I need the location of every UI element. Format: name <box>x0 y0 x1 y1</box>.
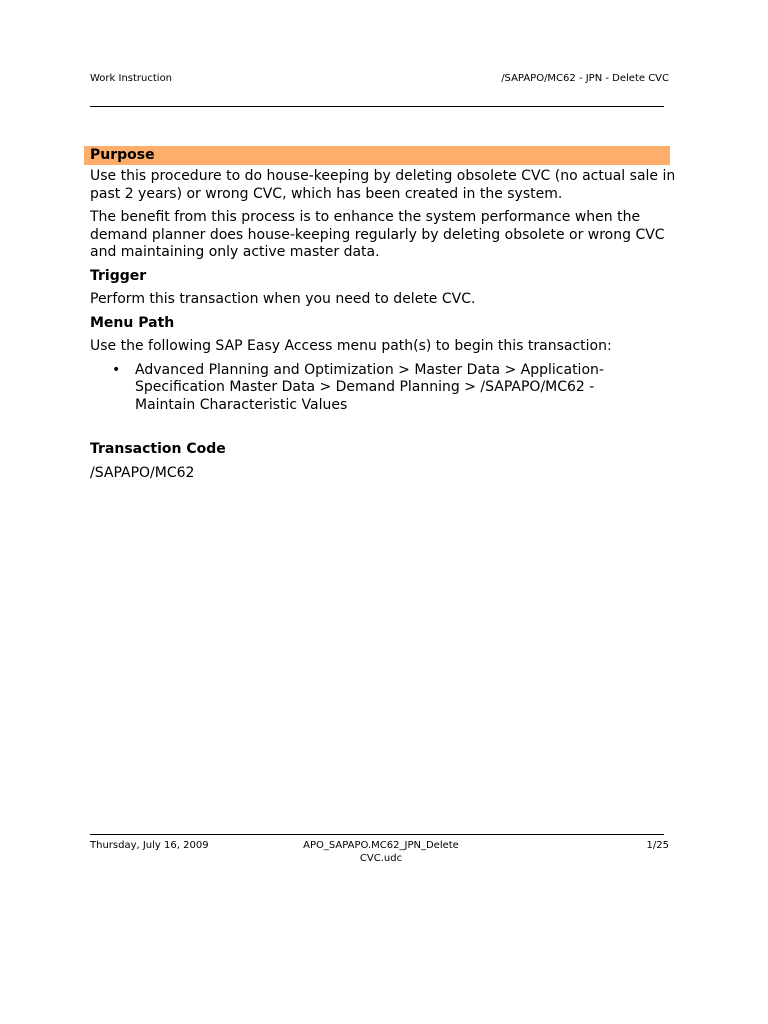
menu-path-heading: Menu Path <box>90 314 175 331</box>
footer-filename <box>290 839 472 865</box>
trigger-text: Perform this transaction when you need to delete CVC. <box>90 291 476 307</box>
footer-page-number: 1/25 <box>646 840 669 851</box>
purpose-heading: Purpose <box>90 147 155 163</box>
menu-path-intro: Use the following SAP Easy Access menu path(s) to begin this transaction: <box>90 338 612 354</box>
menu-path-item <box>90 362 630 415</box>
footer-filename-line-1: APO_SAPAPO.MC62_JPN_Delete <box>303 840 459 851</box>
document-body <box>90 168 676 488</box>
menu-path-item-text: Advanced Planning and Optimization > Master Data > Application-Specification Master Data > Demand Planning > /SAPAPO/MC62 - Maintain Characteristic Values <box>135 361 604 413</box>
header-divider <box>90 106 664 107</box>
menu-path-list <box>90 362 676 415</box>
purpose-heading-bar <box>84 146 670 165</box>
purpose-paragraph-2: The benefit from this process is to enhance the system performance when the demand planner does house-keeping regularly by deleting obsolete or wrong CVC and maintaining only active master data. <box>90 209 665 260</box>
header-doc-type: Work Instruction <box>90 73 173 84</box>
footer-date: Thursday, July 16, 2009 <box>90 840 209 851</box>
purpose-paragraph-1: Use this procedure to do house-keeping by deleting obsolete CVC (no actual sale in past 2 years) or wrong CVC, which has been created in the system. <box>90 168 676 202</box>
bullet-icon: • <box>112 361 121 378</box>
trigger-heading: Trigger <box>90 267 147 284</box>
transaction-code-value: /SAPAPO/MC62 <box>90 464 195 481</box>
transaction-code-heading: Transaction Code <box>90 441 226 457</box>
header-doc-title: /SAPAPO/MC62 - JPN - Delete CVC <box>501 73 669 84</box>
footer-filename-line-2: CVC.udc <box>359 853 403 864</box>
footer-divider <box>90 834 664 835</box>
